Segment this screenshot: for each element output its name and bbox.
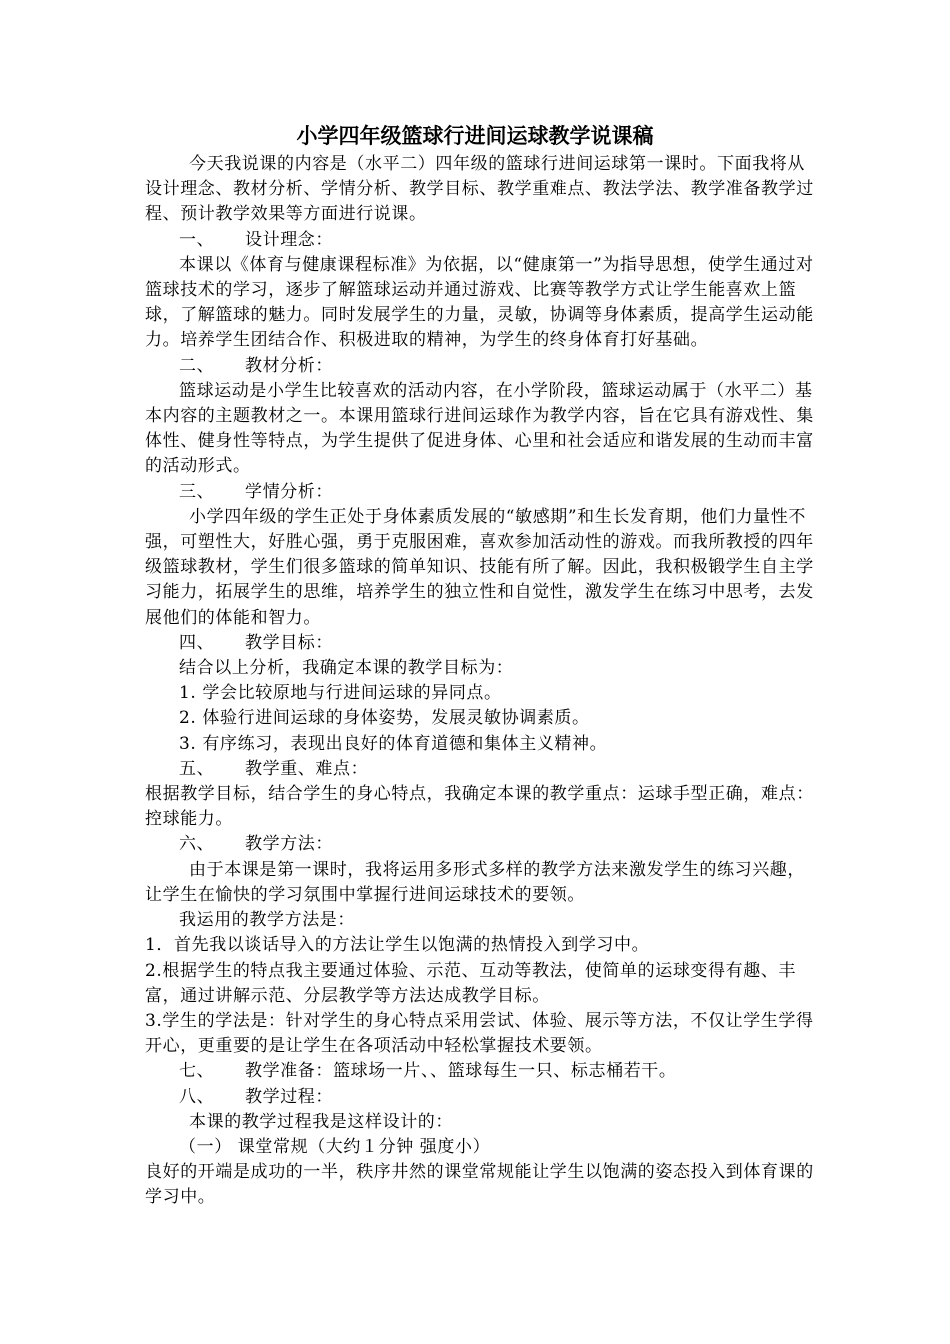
- section-8-paragraph: 良好的开端是成功的一半，秩序井然的课堂常规能让学生以饱满的姿态投入到体育课的学习中。: [145, 1162, 814, 1208]
- section-1-heading: [145, 228, 815, 253]
- section-5-number: 五、: [179, 758, 215, 779]
- section-8-heading: [145, 1085, 815, 1110]
- section-7-heading: [145, 1059, 815, 1084]
- section-6-paragraph: 由于本课是第一课时，我将运用多形式多样的教学方法来激发学生的练习兴趣，让学生在愉快的学习氛围中掌握行进间运球技术的要领。: [145, 859, 805, 905]
- goal-item: 3. 有序练习，表现出良好的体育道德和集体主义精神。: [179, 733, 608, 754]
- section-2-paragraph: 篮球运动是小学生比较喜欢的活动内容，在小学阶段，篮球运动属于（水平二）基本内容的主题教材之一。本课用篮球行进间运球作为教学内容，旨在它具有游戏性、集体性、健身性等特点，为学生提供了促进身体、心里和社会适应和谐发展的生动而丰富的活动形式。: [145, 380, 814, 477]
- section-7-title: 教学准备：篮球场一片、、篮球每生一只、标志桶若干。: [245, 1061, 677, 1082]
- section-5-paragraph: 根据教学目标，结合学生的身心特点，我确定本课的教学重点：运球手型正确，难点：控球能力。: [145, 784, 814, 830]
- section-8-subheading: （一） 课堂常规（大约１分钟 强度小）: [179, 1136, 491, 1157]
- section-8-lead: 本课的教学过程我是这样设计的：: [189, 1111, 453, 1132]
- section-8-number: 八、: [179, 1086, 215, 1107]
- section-2-number: 二、: [179, 355, 215, 376]
- section-4-number: 四、: [179, 632, 215, 653]
- method-item: 3.学生的学法是：针对学生的身心特点采用尝试、体验、展示等方法，不仅让学生学得开心，更重要的是让学生在各项活动中轻松掌握技术要领。: [145, 1010, 814, 1057]
- section-5-title: 教学重、难点：: [245, 758, 369, 779]
- section-3-title: 学情分析：: [245, 481, 333, 502]
- section-3-heading: [145, 480, 815, 505]
- goal-item: 1. 学会比较原地与行进间运球的异同点。: [179, 683, 502, 704]
- section-1-paragraph: 本课以《体育与健康课程标准》为依据，以“健康第一”为指导思想，使学生通过对篮球技术的学习，逐步了解篮球运动并通过游戏、比赛等教学方式让学生能喜欢上篮球，了解篮球的魅力。同时发展学生的力量，灵敏，协调等身体素质，提高学生运动能力。培养学生团结合作、积极进取的精神，为学生的终身体育打好基础。: [145, 254, 814, 351]
- section-4-heading: [145, 631, 815, 656]
- section-6-title: 教学方法：: [245, 834, 333, 855]
- section-8-title: 教学过程：: [245, 1086, 333, 1107]
- section-2-title: 教材分析：: [245, 355, 333, 376]
- section-4-title: 教学目标：: [245, 632, 333, 653]
- goal-item: 2. 体验行进间运球的身体姿势，发展灵敏协调素质。: [179, 708, 590, 729]
- intro-paragraph: 今天我说课的内容是（水平二）四年级的篮球行进间运球第一课时。下面我将从设计理念、教材分析、学情分析、教学目标、教学重难点、教法学法、教学准备教学过程、预计教学效果等方面进行说课。: [145, 154, 814, 225]
- section-6-number: 六、: [179, 834, 215, 855]
- section-7-number: 七、: [179, 1061, 215, 1082]
- method-item: 2.根据学生的特点我主要通过体验、示范、互动等教法，使简单的运球变得有趣、丰富，通过讲解示范、分层教学等方法达成教学目标。: [145, 960, 797, 1006]
- section-3-paragraph: 小学四年级的学生正处于身体素质发展的“敏感期”和生长发育期，他们力量性不强，可塑性大，好胜心强，勇于克服困难，喜欢参加活动性的游戏。而我所教授的四年级篮球教材，学生们很多篮球的简单知识、技能有所了解。因此，我积极锻学生自主学习能力，拓展学生的思维，培养学生的独立性和自觉性，激发学生在练习中思考，去发展他们的体能和智力。: [145, 506, 814, 628]
- section-6-heading: [145, 832, 815, 857]
- section-1-number: 一、: [179, 229, 215, 250]
- method-item: 1．首先我以谈话导入的方法让学生以饱满的热情投入到学习中。: [145, 935, 650, 956]
- document-body: [145, 152, 815, 1211]
- section-3-number: 三、: [179, 481, 215, 502]
- section-2-heading: [145, 354, 815, 379]
- section-5-heading: [145, 757, 815, 782]
- section-6-lead: 我运用的教学方法是：: [179, 910, 355, 931]
- section-4-lead: 结合以上分析，我确定本课的教学目标为：: [179, 658, 514, 679]
- section-1-title: 设计理念：: [245, 229, 333, 250]
- document-title: 小学四年级篮球行进间运球教学说课稿: [296, 124, 654, 148]
